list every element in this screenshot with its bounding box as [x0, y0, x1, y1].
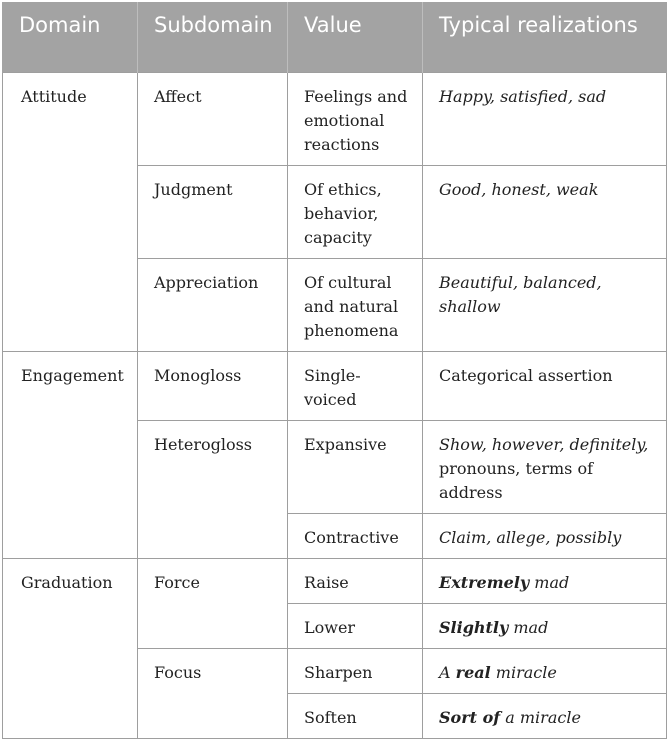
realization-italic-text: Show, however, definitely,: [439, 435, 649, 454]
table-row: [3, 352, 667, 421]
value-cell: Soften: [288, 694, 423, 739]
realization-bold-text: Extremely: [439, 573, 530, 592]
value-cell: Raise: [288, 559, 423, 604]
subdomain-cell: Judgment: [138, 166, 288, 259]
subdomain-cell: Focus: [138, 649, 288, 739]
domain-cell: Engagement: [3, 352, 138, 559]
value-cell: Sharpen: [288, 649, 423, 694]
realization-pre-text: A: [439, 663, 456, 682]
realization-bold-text: Sort of: [439, 708, 501, 727]
realization-cell: Claim, allege, possibly: [423, 514, 667, 559]
value-cell: Single-voiced: [288, 352, 423, 421]
appraisal-table: [2, 2, 666, 727]
realization-cell: Beautiful, balanced, shallow: [423, 259, 667, 352]
realization-cell: [423, 604, 667, 649]
realization-rest-text: mad: [508, 618, 549, 637]
domain-cell: Attitude: [3, 73, 138, 352]
realization-bold-text: real: [455, 663, 491, 682]
realization-bold-text: Slightly: [439, 618, 509, 637]
value-cell: Lower: [288, 604, 423, 649]
value-cell: Of ethics, behavior, capacity: [288, 166, 423, 259]
value-cell: Feelings and emotional reactions: [288, 73, 423, 166]
header-domain: Domain: [3, 2, 138, 73]
subdomain-cell: Monogloss: [138, 352, 288, 421]
realization-cell: [423, 421, 667, 514]
realization-cell: Good, honest, weak: [423, 166, 667, 259]
value-cell: Contractive: [288, 514, 423, 559]
realization-cell: [423, 694, 667, 739]
realization-rest-text: a miracle: [500, 708, 581, 727]
realization-rest-text: mad: [529, 573, 570, 592]
realization-plain-text: pronouns, terms of address: [439, 459, 594, 502]
header-value: Value: [288, 2, 423, 73]
header-typical-realizations: Typical realizations: [423, 2, 667, 73]
subdomain-cell: Force: [138, 559, 288, 649]
header-subdomain: Subdomain: [138, 2, 288, 73]
value-cell: Expansive: [288, 421, 423, 514]
subdomain-cell: Appreciation: [138, 259, 288, 352]
realization-cell: Happy, satisfied, sad: [423, 73, 667, 166]
realization-cell: [423, 559, 667, 604]
subdomain-cell: Affect: [138, 73, 288, 166]
realization-cell: [423, 649, 667, 694]
appraisal-framework-table: [2, 2, 667, 739]
header-row: [3, 2, 667, 73]
table-row: [3, 559, 667, 604]
value-cell: Of cultural and natural phenomena: [288, 259, 423, 352]
subdomain-cell: Heterogloss: [138, 421, 288, 559]
domain-cell: Graduation: [3, 559, 138, 739]
realization-cell: Categorical assertion: [423, 352, 667, 421]
table-row: [3, 73, 667, 166]
realization-rest-text: miracle: [490, 663, 557, 682]
